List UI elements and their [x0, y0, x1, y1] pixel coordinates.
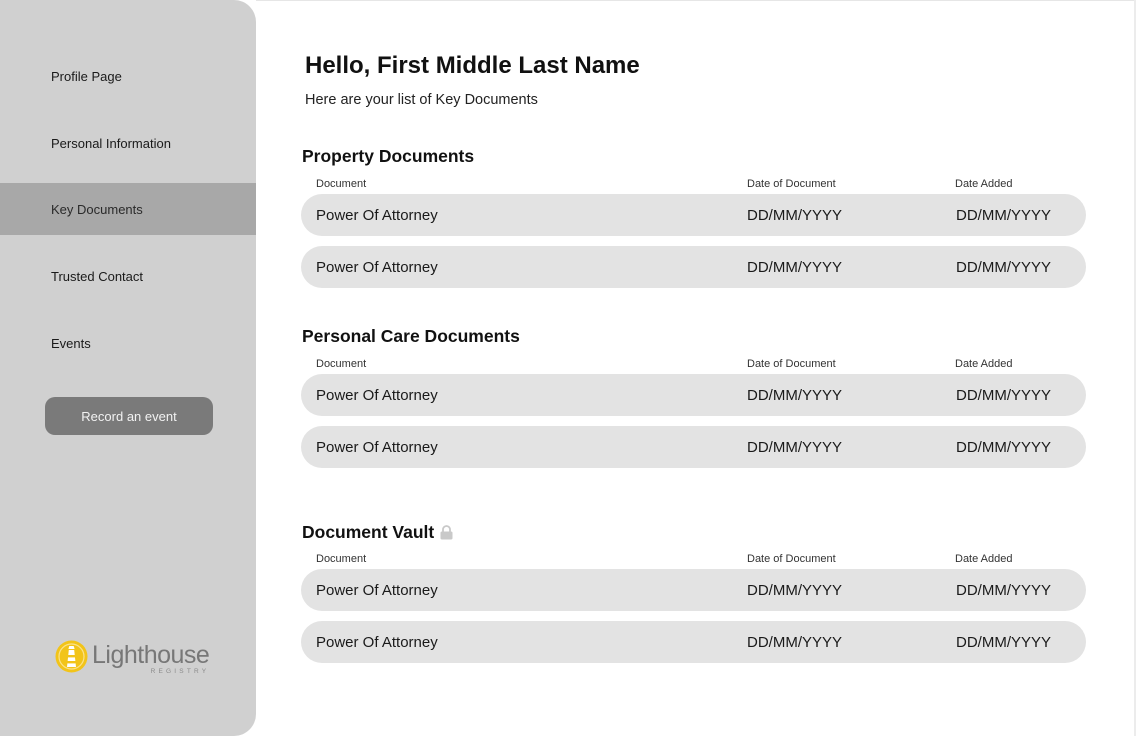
sidebar-item-label: Trusted Contact	[51, 268, 144, 284]
date-added: DD/MM/YYYY	[956, 206, 1052, 224]
column-header-date-added: Date Added	[955, 358, 1013, 370]
date-added: DD/MM/YYYY	[956, 386, 1052, 404]
date-added: DD/MM/YYYY	[956, 438, 1052, 456]
date-of-document: DD/MM/YYYY	[747, 581, 843, 599]
document-name: Power Of Attorney	[316, 438, 438, 456]
document-name: Power Of Attorney	[316, 258, 438, 276]
lock-icon	[440, 525, 453, 540]
document-row[interactable]	[301, 374, 1086, 416]
page-title: Hello, First Middle Last Name	[305, 52, 640, 79]
record-event-button[interactable]: Record an event	[45, 397, 213, 435]
sidebar-item-events[interactable]	[0, 317, 256, 369]
section-title-property-documents: Property Documents	[302, 146, 475, 166]
section-title-document-vault	[302, 522, 453, 543]
sidebar-item-profile-page[interactable]	[0, 50, 256, 102]
date-of-document: DD/MM/YYYY	[747, 386, 843, 404]
document-row[interactable]	[301, 194, 1086, 236]
top-divider	[256, 0, 1136, 1]
page-subtitle: Here are your list of Key Documents	[305, 92, 538, 108]
sidebar	[0, 0, 256, 736]
logo-wordmark: Lighthouse	[92, 641, 210, 669]
sidebar-item-key-documents[interactable]	[0, 183, 256, 235]
column-header-date-added: Date Added	[955, 553, 1013, 565]
date-of-document: DD/MM/YYYY	[747, 633, 843, 651]
sidebar-item-label: Key Documents	[51, 201, 143, 217]
column-header-document: Document	[316, 553, 367, 565]
logo-subtitle: REGISTRY	[150, 668, 210, 675]
sidebar-item-personal-information[interactable]	[0, 117, 256, 169]
date-added: DD/MM/YYYY	[956, 258, 1052, 276]
document-name: Power Of Attorney	[316, 206, 438, 224]
date-added: DD/MM/YYYY	[956, 581, 1052, 599]
column-header-date-of-document: Date of Document	[747, 178, 836, 190]
column-header-document: Document	[316, 178, 367, 190]
section-title-personal-care-documents: Personal Care Documents	[302, 326, 520, 346]
date-of-document: DD/MM/YYYY	[747, 438, 843, 456]
sidebar-item-trusted-contact[interactable]	[0, 250, 256, 302]
document-row[interactable]	[301, 569, 1086, 611]
sidebar-item-label: Profile Page	[51, 68, 122, 84]
date-of-document: DD/MM/YYYY	[747, 258, 843, 276]
document-name: Power Of Attorney	[316, 633, 438, 651]
lighthouse-logo	[55, 640, 209, 675]
column-header-document: Document	[316, 358, 367, 370]
sidebar-item-label: Events	[51, 335, 91, 351]
lighthouse-logo-icon	[55, 640, 88, 673]
document-row[interactable]	[301, 621, 1086, 663]
date-added: DD/MM/YYYY	[956, 633, 1052, 651]
date-of-document: DD/MM/YYYY	[747, 206, 843, 224]
sidebar-item-label: Personal Information	[51, 135, 171, 151]
section-title-text: Document Vault	[302, 522, 435, 542]
column-header-date-of-document: Date of Document	[747, 553, 836, 565]
document-name: Power Of Attorney	[316, 581, 438, 599]
column-header-date-of-document: Date of Document	[747, 358, 836, 370]
document-row[interactable]	[301, 246, 1086, 288]
column-header-date-added: Date Added	[955, 178, 1013, 190]
document-name: Power Of Attorney	[316, 386, 438, 404]
document-row[interactable]	[301, 426, 1086, 468]
